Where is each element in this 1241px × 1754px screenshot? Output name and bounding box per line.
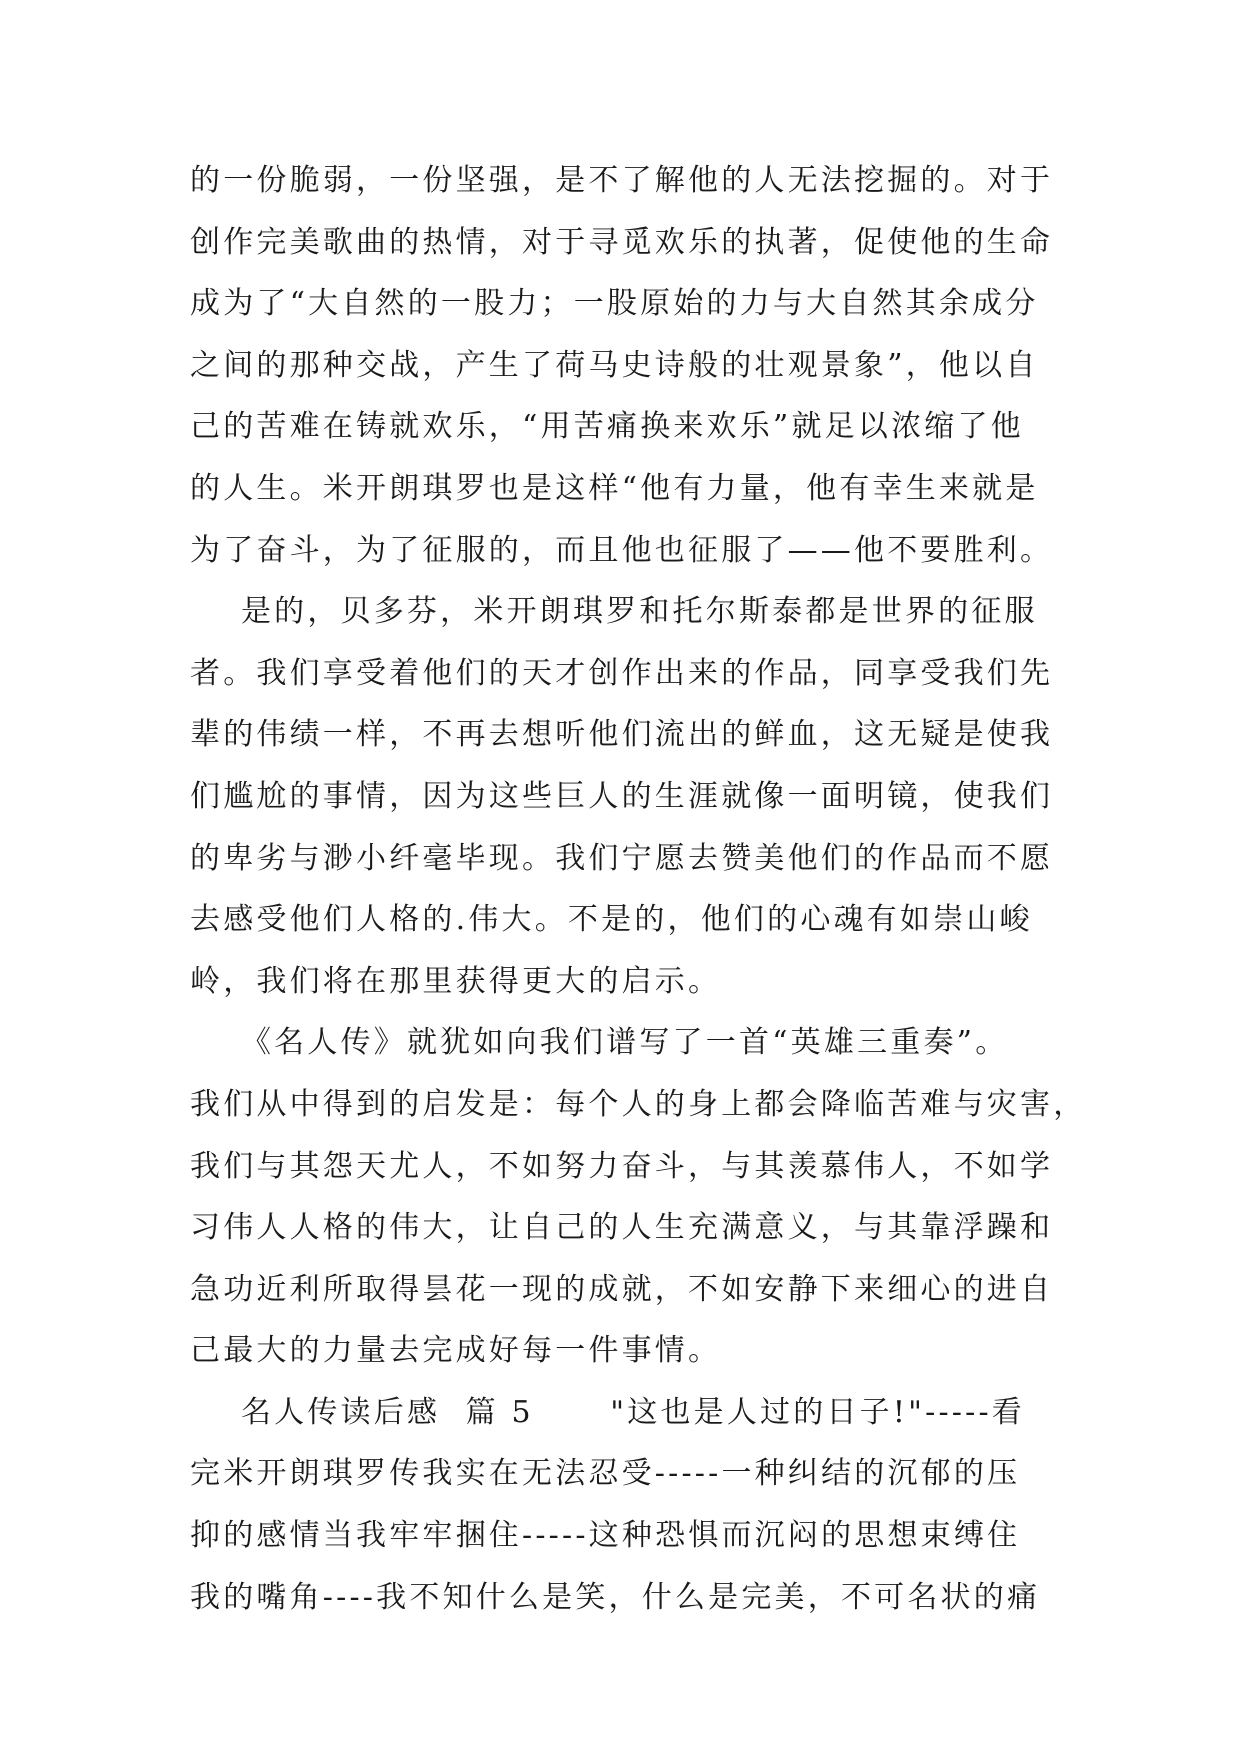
text-line: 的一份脆弱，一份坚强，是不了解他的人无法挖掘的。对于 [190,163,1054,198]
text-line: 的卑劣与渺小纤毫毕现。我们宁愿去赞美他们的作品而不愿 [190,840,1054,876]
text-line: 去感受他们人格的.伟大。不是的，他们的心魂有如崇山峻 [190,902,1033,938]
body-text [190,150,1087,1628]
text-line: 之间的那种交战，产生了荷马史诗般的壮观景象”，他以自 [190,347,1039,383]
text-line: 辈的伟绩一样，不再去想听他们流出的鲜血，这无疑是使我 [190,717,1054,753]
text-line: 完米开朗琪罗传我实在无法忍受-----一种纠结的沉郁的压 [190,1456,1021,1492]
text-line: 我们从中得到的启发是：每个人的身上都会降临苦难与灾害， [190,1086,1087,1122]
text-line: 成为了“大自然的一股力；一股原始的力与大自然其余成分 [190,286,1039,322]
text-line: 者。我们享受着他们的天才创作出来的作品，同享受我们先 [190,655,1054,691]
text-line: 创作完美歌曲的热情，对于寻觅欢乐的执著，促使他的生命 [190,224,1054,260]
text-line: 为了奋斗，为了征服的，而且他也征服了——他不要胜利。 [190,532,1054,568]
text-line: 习伟人人格的伟大，让自己的人生充满意义，与其靠浮躁和 [190,1210,1054,1246]
text-line: 急功近利所取得昙花一现的成就，不如安静下来细心的进自 [190,1271,1054,1307]
paragraph-start-line: 是的，贝多芬，米开朗琪罗和托尔斯泰都是世界的征服 [190,594,1038,630]
text-line: 己最大的力量去完成好每一件事情。 [190,1333,722,1369]
text-line: 己的苦难在铸就欢乐，“用苦痛换来欢乐”就足以浓缩了他 [190,409,1024,445]
text-line: 的人生。米开朗琪罗也是这样“他有力量，他有幸生来就是 [190,470,1039,506]
text-line: 岭，我们将在那里获得更大的启示。 [190,963,722,999]
text-line: 抑的感情当我牢牢捆住-----这种恐惧而沉闷的思想束缚住 [190,1518,1021,1554]
text-line: 我的嘴角----我不知什么是笑，什么是完美，不可名状的痛 [190,1579,1041,1615]
text-line: 们尴尬的事情，因为这些巨人的生涯就像一面明镜，使我们 [190,778,1054,814]
paragraph-start-line: 《名人传》就犹如向我们谱写了一首“英雄三重奏”。 [190,1025,1009,1061]
section-heading-line: 名人传读后感 篇 5 "这也是人过的日子!"-----看 [190,1394,1025,1430]
text-line: 我们与其怨天尤人，不如努力奋斗，与其羡慕伟人，不如学 [190,1148,1054,1184]
